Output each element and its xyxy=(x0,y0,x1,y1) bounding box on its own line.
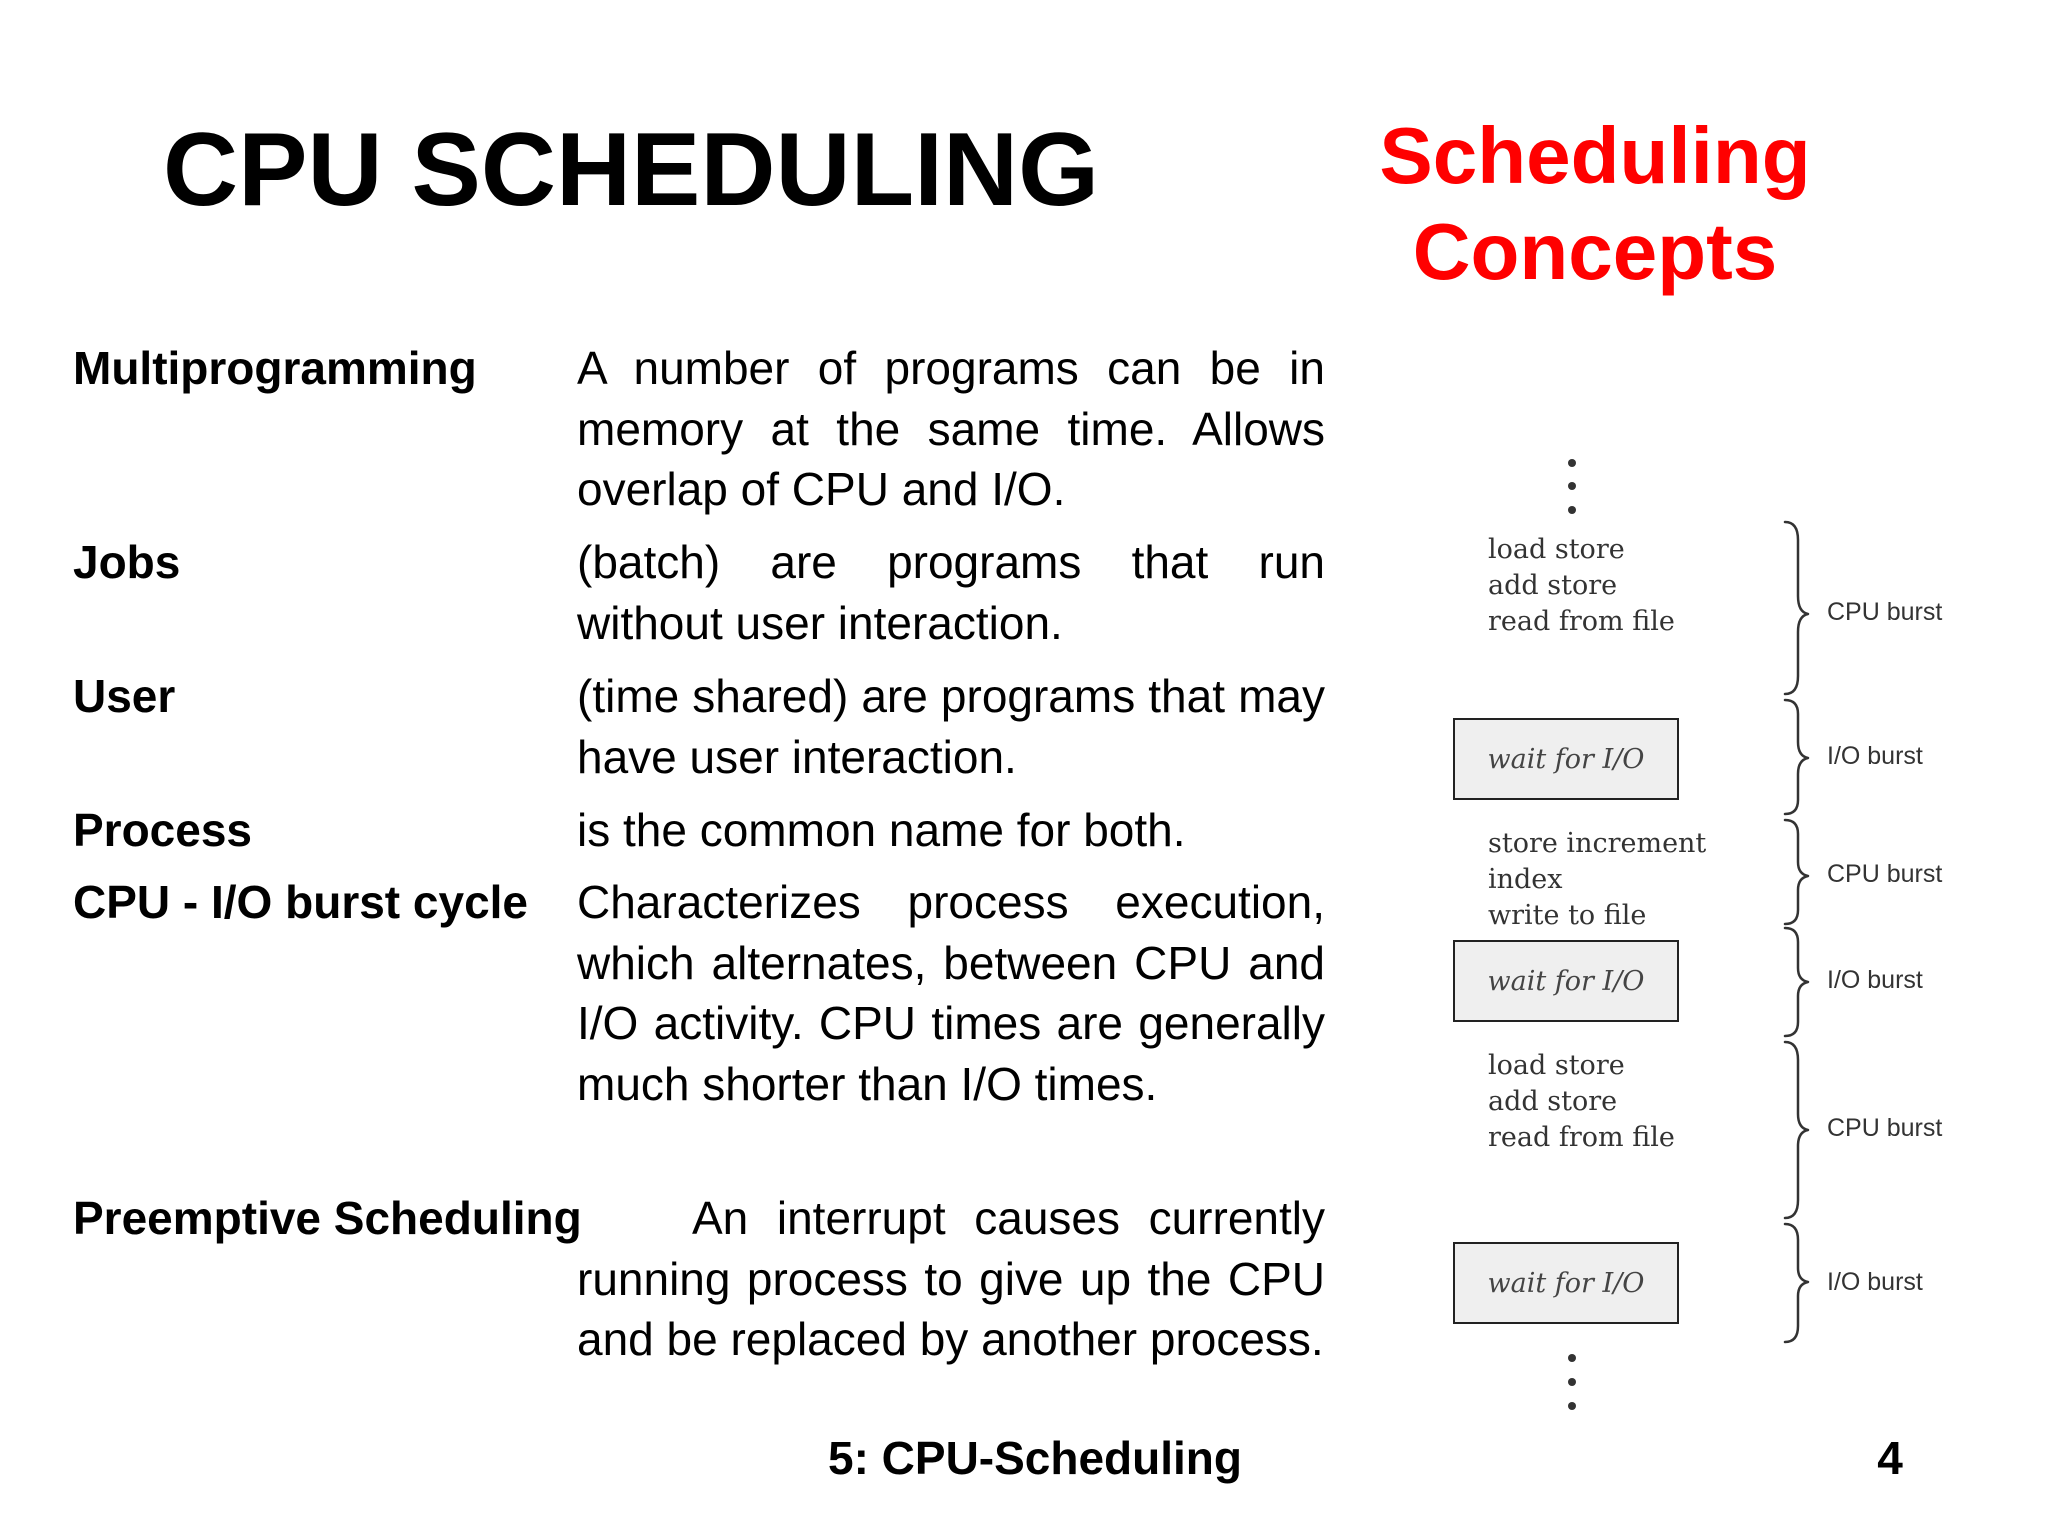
page-number: 4 xyxy=(1877,1432,1903,1484)
brace-cpu-burst-1-icon xyxy=(1785,522,1808,694)
definition-user: (time shared) are programs that may have user interaction. xyxy=(577,670,1325,783)
code-line: add store xyxy=(1488,570,1618,601)
definition-process: is the common name for both. xyxy=(577,804,1186,856)
cpu-burst-label: CPU burst xyxy=(1827,598,1943,626)
code-line: load store xyxy=(1488,534,1625,565)
wait-for-io-label: wait for I/O xyxy=(1487,965,1645,997)
definition-jobs: (batch) are programs that run without user interaction. xyxy=(577,536,1325,649)
wait-for-io-label: wait for I/O xyxy=(1487,743,1645,775)
term-preemptive-scheduling: Preemptive Scheduling xyxy=(73,1192,582,1244)
io-burst-label: I/O burst xyxy=(1827,966,1923,994)
slide-subtitle: Scheduling Concepts xyxy=(1379,111,1811,296)
term-jobs: Jobs xyxy=(73,536,181,588)
code-line: write to file xyxy=(1488,900,1647,931)
term-process: Process xyxy=(73,804,253,856)
brace-cpu-burst-3-icon xyxy=(1785,1042,1808,1218)
code-line: add store xyxy=(1488,1086,1618,1117)
code-line: read from file xyxy=(1488,1122,1675,1153)
cpu-burst-label: CPU burst xyxy=(1827,860,1943,888)
code-line: read from file xyxy=(1488,606,1675,637)
brace-io-burst-2-icon xyxy=(1785,928,1808,1036)
cpu-burst-label: CPU burst xyxy=(1827,1114,1943,1142)
term-user: User xyxy=(73,670,176,722)
term-cpu-io-burst-cycle: CPU - I/O burst cycle xyxy=(73,876,529,928)
code-line: index xyxy=(1488,864,1563,895)
bottom-ellipsis-icon xyxy=(1568,1354,1576,1410)
footer-chapter-label: 5: CPU-Scheduling xyxy=(827,1432,1243,1484)
wait-for-io-label: wait for I/O xyxy=(1487,1267,1645,1299)
code-line: store increment xyxy=(1488,828,1707,859)
wait-for-io-box xyxy=(1453,718,1679,800)
wait-for-io-box xyxy=(1453,940,1679,1022)
brace-io-burst-1-icon xyxy=(1785,700,1808,814)
code-line: load store xyxy=(1488,1050,1625,1081)
brace-io-burst-3-icon xyxy=(1785,1224,1808,1342)
definition-cpu-io-burst-cycle: Characterizes process execution, which alternates, between CPU and I/O activity. CPU times are generally much shorter than I/O times. xyxy=(577,876,1325,1110)
definition-preemptive-scheduling: An interrupt causes currently running process to give up the CPU and be replaced by another process. xyxy=(577,1192,1325,1365)
top-ellipsis-icon xyxy=(1568,459,1576,514)
definition-multiprogramming: A number of programs can be in memory at the same time. Allows overlap of CPU and I/O. xyxy=(577,342,1325,515)
wait-for-io-box xyxy=(1453,1242,1679,1324)
io-burst-label: I/O burst xyxy=(1827,742,1923,770)
io-burst-label: I/O burst xyxy=(1827,1268,1923,1296)
slide-title: CPU SCHEDULING xyxy=(163,112,1100,228)
brace-cpu-burst-2-icon xyxy=(1785,820,1808,924)
term-multiprogramming: Multiprogramming xyxy=(73,342,477,394)
